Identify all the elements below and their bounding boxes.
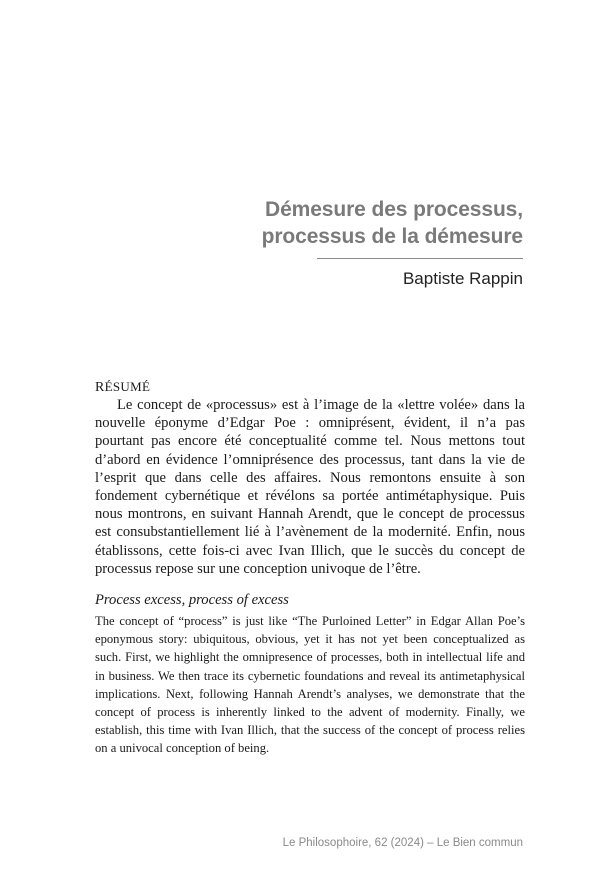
article-title-line-2: processus de la démesure [261, 225, 523, 248]
abstract-heading: Process excess, process of excess [95, 592, 289, 608]
page-footer: Le Philosophoire, 62 (2024) – Le Bien commun [282, 837, 523, 849]
resume-heading [95, 379, 150, 396]
author-name: Baptiste Rappin [402, 269, 523, 288]
resume-heading-rest: ÉSUMÉ [104, 379, 151, 394]
title-divider [317, 258, 523, 259]
resume-heading-initial: R [95, 380, 105, 395]
article-header [223, 196, 523, 290]
article-title-line-1: Démesure des processus, [265, 198, 523, 221]
resume-paragraph: Le concept de «processus» est à l’image de la «lettre volée» dans la nouvelle éponyme d’Edgar Poe : omniprésent, évident, il n’a pas pourtant pas encore été conceptualité comme tel. Nous mettons tout d’abord en évidence l’omniprésence des processus, tant dans la vie de l’esprit que dans celle des affaires. Nous remontons ensuite à son fondement cybernétique et révélons sa portée antimétaphysique. Puis nous montrons, en suivant Hannah Arendt, que le concept de processus est consubstantiellement lié à l’avènement de la modernité. Enfin, nous établissons, cette fois-ci avec Ivan Illich, que le succès du concept de processus repose sur une conception univoque de l’être. [95, 397, 525, 577]
abstract-paragraph: The concept of “process” is just like “The Purloined Letter” in Edgar Allan Poe’s eponymous story: ubiquitous, obvious, yet it has not yet been conceptualized as such. First, we highlight the omnipresence of processes, both in intellectual life and in business. We then trace its cybernetic foundations and reveal its antimetaphysical implications. Next, following Hannah Arendt’s analyses, we demonstrate that the concept of process is inherently linked to the advent of modernity. Finally, we establish, this time with Ivan Illich, that the success of the concept of process relies on a univocal conception of being. [95, 614, 525, 756]
